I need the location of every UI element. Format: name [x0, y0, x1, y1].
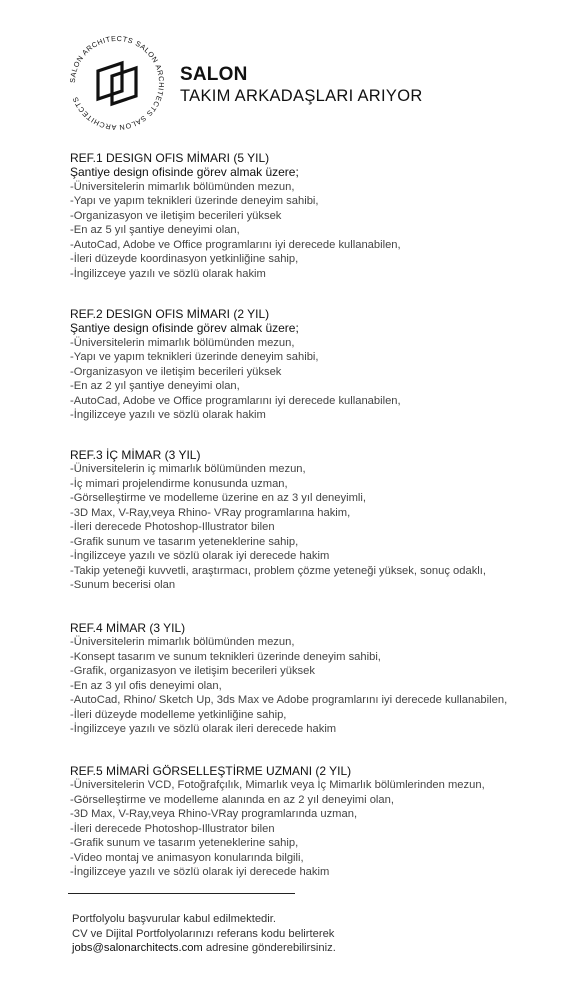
job-title: REF.2 DESIGN OFIS MİMARI (2 YIL) — [70, 307, 270, 321]
requirement-item: -Üniversitelerin VCD, Fotoğrafçılık, Mimarlık veya İç Mimarlık bölümlerinden mezun, — [70, 779, 485, 791]
divider — [68, 893, 295, 894]
requirement-item: -Üniversitelerin mimarlık bölümünden mezun, — [70, 336, 295, 349]
requirement-item: -İleri derecede Photoshop-Illustrator bilen — [70, 521, 275, 533]
job-section-ref3 — [70, 448, 550, 593]
job-title: REF.4 MİMAR (3 YIL) — [70, 621, 186, 635]
job-section-ref2 — [70, 307, 550, 423]
logo-circular-text: SALON ARCHITECTS SALON ARCHITECTS SALON ARCHITECTS — [67, 33, 167, 133]
requirement-item: -Üniversitelerin iç mimarlık bölümünden mezun, — [70, 463, 306, 475]
requirement-item: -3D Max, V-Ray,veya Rhino- VRay programlarına hakim, — [70, 506, 351, 519]
email-link[interactable]: jobs@salonarchitects.com — [72, 942, 203, 954]
requirement-item: -Konsept tasarım ve sunum teknikleri üzerinde deneyim sahibi, — [70, 650, 381, 663]
job-section-ref1 — [70, 151, 550, 281]
requirement-item: -Organizasyon ve iletişim becerileri yüksek — [70, 209, 282, 222]
requirement-item: -İngilizceye yazılı ve sözlü olarak hakim — [70, 267, 266, 280]
requirement-item: -İngilizceye yazılı ve sözlü olarak hakim — [70, 409, 266, 421]
requirement-item: -Grafik sunum ve tasarım yeteneklerine sahip, — [70, 837, 299, 849]
requirement-item: -Grafik, organizasyon ve iletişim becerileri yüksek — [70, 665, 315, 677]
page-title: TAKIM ARKADAŞLARI ARIYOR — [180, 87, 423, 105]
logo-mark-icon — [98, 63, 136, 104]
salon-architects-logo — [62, 28, 172, 138]
footer-note: adresine gönderebilirsiniz. — [202, 942, 336, 954]
requirement-item: -İleri düzeyde modelleme yetkinliğine sahip, — [70, 708, 287, 721]
header — [180, 64, 423, 106]
requirement-item: -3D Max, V-Ray,veya Rhino-VRay programlarında uzman, — [70, 808, 358, 820]
requirement-item: -İngilizceye yazılı ve sözlü olarak ileri derecede hakim — [70, 723, 337, 735]
requirement-item: -İngilizceye yazılı ve sözlü olarak iyi derecede hakim — [70, 550, 330, 562]
job-section-ref4 — [70, 621, 550, 737]
job-title: REF.1 DESIGN OFIS MİMARI (5 YIL) — [70, 151, 270, 165]
footer-note: Portfolyolu başvurular kabul edilmektedir. — [72, 913, 276, 925]
requirement-item: -Görselleştirme ve modelleme alanında en az 2 yıl deneyimi olan, — [70, 793, 394, 806]
requirement-item: -Grafik sunum ve tasarım yeteneklerine sahip, — [70, 535, 299, 548]
requirement-item: -Yapı ve yapım teknikleri üzerinde deneyim sahibi, — [70, 351, 319, 363]
requirement-item: -Üniversitelerin mimarlık bölümünden mezun, — [70, 636, 295, 648]
requirement-item: -En az 3 yıl ofis deneyimi olan, — [70, 679, 222, 692]
requirement-item: -Sunum becerisi olan — [70, 579, 176, 591]
requirement-item: -Görselleştirme ve modelleme üzerine en az 3 yıl deneyimli, — [70, 492, 366, 504]
requirement-item: -İngilizceye yazılı ve sözlü olarak iyi derecede hakim — [70, 866, 330, 878]
requirement-item: -AutoCad, Adobe ve Office programlarını iyi derecede kullanabilen, — [70, 394, 401, 407]
requirement-item: -İleri düzeyde koordinasyon yetkinliğine sahip, — [70, 253, 299, 265]
requirement-item: -En az 5 yıl şantiye deneyimi olan, — [70, 224, 240, 236]
job-section-ref5 — [70, 764, 550, 880]
footer-note: CV ve Dijital Portfolyolarınızı referans kodu belirterek — [72, 927, 335, 940]
job-title: REF.5 MİMARİ GÖRSELLEŞTİRME UZMANI (2 YIL) — [70, 764, 352, 778]
job-title: REF.3 İÇ MİMAR (3 YIL) — [70, 448, 201, 462]
job-subtitle: Şantiye design ofisinde görev almak üzere; — [70, 165, 299, 179]
requirement-item: -En az 2 yıl şantiye deneyimi olan, — [70, 380, 240, 392]
requirement-item: -Üniversitelerin mimarlık bölümünden mezun, — [70, 180, 295, 193]
requirement-item: -AutoCad, Adobe ve Office programlarını iyi derecede kullanabilen, — [70, 238, 401, 251]
requirement-item: -Organizasyon ve iletişim becerileri yüksek — [70, 365, 282, 378]
requirement-item: -Takip yeteneği kuvvetli, araştırmacı, problem çözme yeteneği yüksek, sonuç odaklı, — [70, 564, 486, 577]
footer-contact-line — [72, 941, 532, 956]
job-subtitle: Şantiye design ofisinde görev almak üzere; — [70, 321, 299, 335]
footer — [72, 912, 532, 956]
requirement-item: -Yapı ve yapım teknikleri üzerinde deneyim sahibi, — [70, 195, 319, 207]
requirement-item: -İç mimari projelendirme konusunda uzman, — [70, 477, 288, 490]
requirement-item: -Video montaj ve animasyon konularında bilgili, — [70, 851, 304, 864]
requirement-item: -AutoCad, Rhino/ Sketch Up, 3ds Max ve Adobe programlarını iyi derecede kullanabilen, — [70, 694, 508, 706]
brand-name: SALON — [180, 64, 248, 85]
requirement-item: -İleri derecede Photoshop-Illustrator bilen — [70, 822, 275, 835]
